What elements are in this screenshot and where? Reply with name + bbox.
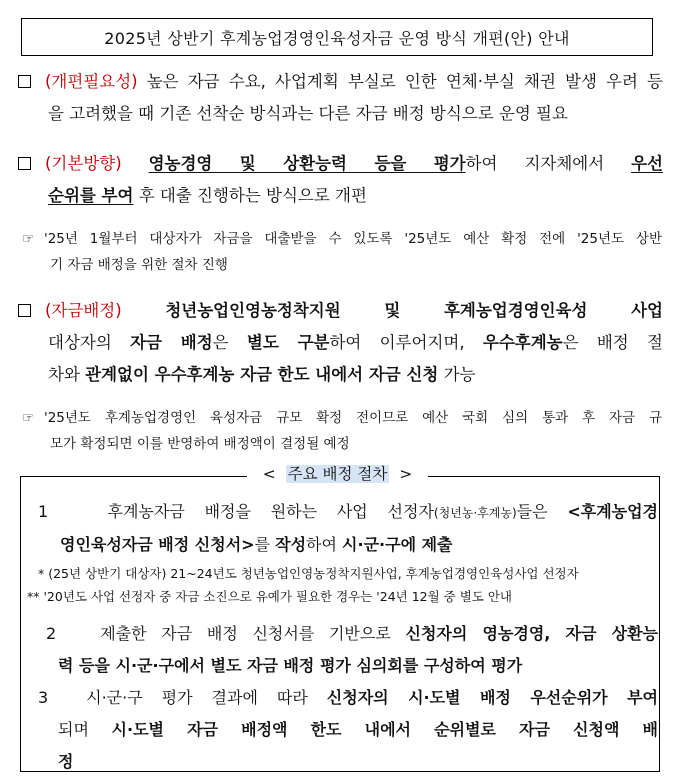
section-need: [18, 66, 663, 130]
page-title-box: [21, 18, 653, 56]
step-number: 2: [46, 624, 57, 643]
emphasis-text: 영인육성자금 배정 신청서>: [60, 535, 255, 554]
section-tag: (기본방향): [45, 154, 122, 173]
emphasis-text: 영농경영 및 상환능력 등을 평가: [148, 154, 466, 173]
note-text: 모가 확정되면 이를 반영하여 배정액이 결정될 예정: [50, 436, 350, 452]
emphasis-text: 정: [58, 752, 74, 771]
procedure-step-2: [46, 618, 658, 682]
note-allocation: [22, 405, 662, 457]
emphasis-text: 력 등을 시·군·구에서 별도 자금 배정 평가 심의회를 구성하여 평가: [58, 656, 523, 675]
section-text: 은 배정 절: [562, 333, 663, 352]
emphasis-text: 우선: [631, 154, 663, 173]
bracket-left: <: [262, 465, 276, 483]
step-number: 3: [38, 688, 49, 707]
emphasis-text: 작성: [275, 535, 307, 554]
step-number: 1: [38, 502, 49, 521]
emphasis-text: 별도 구분: [246, 333, 330, 352]
section-allocation: [18, 295, 663, 391]
step-text: 되며: [58, 720, 112, 739]
procedure-heading-text: 주요 배정 절차: [287, 465, 388, 483]
step-text: 제출한 자금 배정 신청서를 기반으로: [100, 624, 406, 643]
emphasis-text: 시·군·구에 제출: [342, 535, 453, 554]
section-text: 가능: [438, 365, 476, 384]
step-text-small: (청년농·후계농): [433, 506, 517, 520]
section-text: 을 고려했을 때 기존 선착순 방식과는 다른 자금 배정 방식으로 운영 필요: [48, 104, 568, 123]
emphasis-text: 우수후계농: [482, 333, 563, 352]
page-title: 2025년 상반기 후계농업경영인육성자금 운영 방식 개편(안) 안내: [104, 28, 570, 48]
procedure-heading: [0, 462, 675, 484]
section-text: 차와: [48, 365, 86, 384]
checkbox-square-icon: [18, 157, 31, 170]
pointing-hand-icon: ☞: [22, 410, 35, 426]
footnote-1: * (25년 상반기 대상자) 21~24년도 청년농업인영농정착지원사업, 후계농업경영인육성사업 선정자: [38, 566, 579, 581]
emphasis-text: 신청자의 시·도별 배정 우선순위가 부여: [326, 688, 658, 707]
step-text: 하여: [306, 535, 343, 554]
note-text: '25년 1월부터 대상자가 자금을 대출받을 수 있도록 '25년도 예산 확정 전에 '25년도 상반: [44, 231, 662, 247]
section-text: 청년농업인영농정착지원 및 후계농업경영인육성 사업: [121, 301, 663, 320]
pointing-hand-icon: ☞: [22, 231, 35, 247]
emphasis-text: 시·도별 자금 배정액 한도 내에서 순위별로 자금 신청액 배: [111, 720, 658, 739]
footnote-2: ** '20년도 사업 선정자 중 자금 소진으로 유예가 필요한 경우는 '24년 12월 중 별도 안내: [27, 589, 512, 604]
note-text: 기 자금 배정을 위한 절차 진행: [50, 257, 228, 273]
section-text: 하여 지자체에서: [465, 154, 632, 173]
emphasis-text: <후계농업경: [567, 502, 659, 521]
emphasis-text: 관계없이 우수후계농 자금 한도 내에서 자금 신청: [85, 365, 439, 384]
step-text: 들은: [516, 502, 568, 521]
note-text: '25년도 후계농업경영인 육성자금 규모 확정 전이므로 예산 국회 심의 통과 후 자금 규: [44, 410, 662, 426]
section-text: 후 대출 진행하는 방식으로 개편: [133, 186, 367, 205]
emphasis-text: 자금 배정: [130, 333, 213, 352]
checkbox-square-icon: [18, 75, 31, 88]
procedure-step-3: [38, 682, 658, 778]
note-direction: [22, 226, 662, 278]
checkbox-square-icon: [18, 304, 31, 317]
section-direction: [18, 148, 663, 212]
step-text: 후계농자금 배정을 원하는 사업 선정자: [107, 502, 434, 521]
emphasis-text: 신청자의 영농경영, 자금 상환능: [405, 624, 658, 643]
step-text: 시·군·구 평가 결과에 따라: [86, 688, 327, 707]
section-text: 높은 자금 수요, 사업계획 부실로 인한 연체·부실 채권 발생 우려 등: [137, 72, 663, 91]
section-text: 하여 이루어지며,: [329, 333, 483, 352]
bracket-right: >: [399, 465, 413, 483]
section-tag: (자금배정): [45, 301, 122, 320]
step-text: 를: [254, 535, 276, 554]
emphasis-text: 순위를 부여: [48, 186, 134, 205]
section-tag: (개편필요성): [45, 72, 138, 91]
procedure-step-1: [38, 496, 658, 561]
section-text: 대상자의: [48, 333, 131, 352]
section-text: 은: [212, 333, 247, 352]
